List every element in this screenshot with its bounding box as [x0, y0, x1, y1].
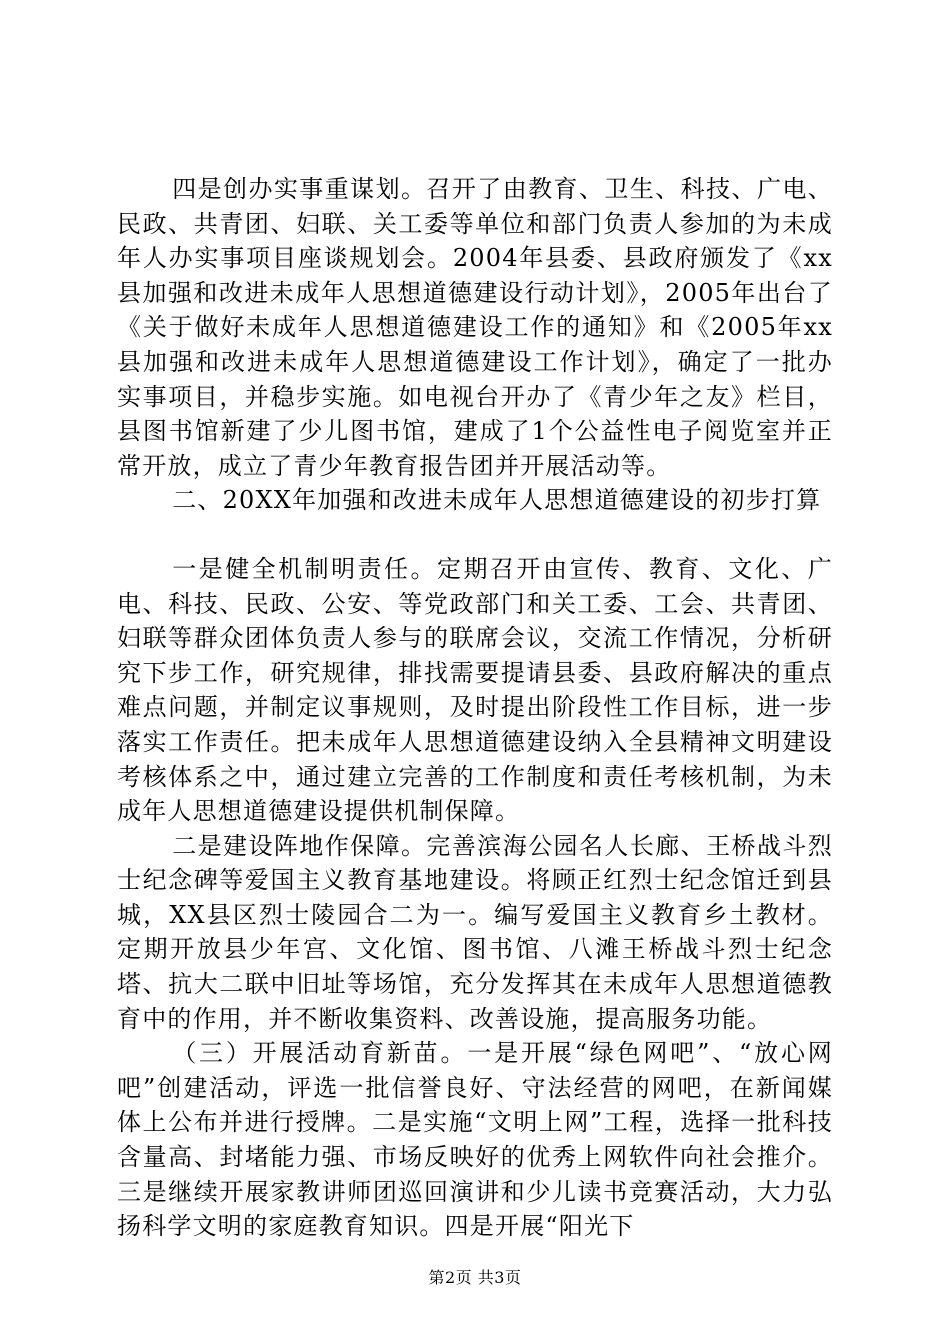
paragraph-base-construction: 二是建设阵地作保障。完善滨海公园名人长廊、王桥战斗烈士纪念碑等爱国主义教育基地建设。将顾正红烈士纪念馆迁到县城，XX县区烈士陵园合二为一。编写爱国主义教育乡土教材。定期开放县少年宫、文化馆、图书馆、八滩王桥战斗烈士纪念塔、抗大二联中旧址等场馆，充分发挥其在未成年人思想道德教育中的作用，并不断收集资料、改善设施，提高服务功能。: [117, 831, 833, 1033]
section-heading-plan: 二、20XX年加强和改进未成年人思想道德建设的初步打算: [172, 486, 822, 515]
document-body: [117, 172, 833, 1244]
paragraph-practical-projects: 四是创办实事重谋划。召开了由教育、卫生、科技、广电、民政、共青团、妇联、关工委等单位和部门负责人参加的为未成年人办实事项目座谈规划会。2004年县委、县政府颁发了《xx县加强和改进未成年人思想道德建设行动计划》，2005年出台了《关于做好未成年人思想道德建设工作的通知》和《2005年xx县加强和改进未成年人思想道德建设工作计划》，确定了一批办实事项目，并稳步实施。如电视台开办了《青少年之友》栏目，县图书馆新建了少儿图书馆，建成了1个公益性电子阅览室并正常开放，成立了青少年教育报告团并开展活动等。: [117, 175, 833, 480]
paragraph-mechanism: 一是健全机制明责任。定期召开由宣传、教育、文化、广电、科技、民政、公安、等党政部门和关工委、工会、共青团、妇联等群众团体负责人参与的联席会议，交流工作情况，分析研究下步工作，研究规律，排找需要提请县委、县政府解决的重点难点问题，并制定议事规则，及时提出阶段性工作目标，进一步落实工作责任。把未成年人思想道德建设纳入全县精神文明建设考核体系之中，通过建立完善的工作制度和责任考核机制，为未成年人思想道德建设提供机制保障。: [117, 554, 833, 826]
paragraph-activities: （三）开展活动育新苗。一是开展“绿色网吧”、“放心网吧”创建活动，评选一批信誉良好、守法经营的网吧，在新闻媒体上公布并进行授牌。二是实施“文明上网”工程，选择一批科技含量高、封堵能力强、市场反映好的优秀上网软件向社会推介。三是继续开展家教讲师团巡回演讲和少儿读书竞赛活动，大力弘扬科学文明的家庭教育知识。四是开展“阳光下: [117, 1039, 833, 1241]
blank-line: [117, 518, 833, 552]
page-number-footer: 第2页 共3页: [428, 1268, 522, 1287]
